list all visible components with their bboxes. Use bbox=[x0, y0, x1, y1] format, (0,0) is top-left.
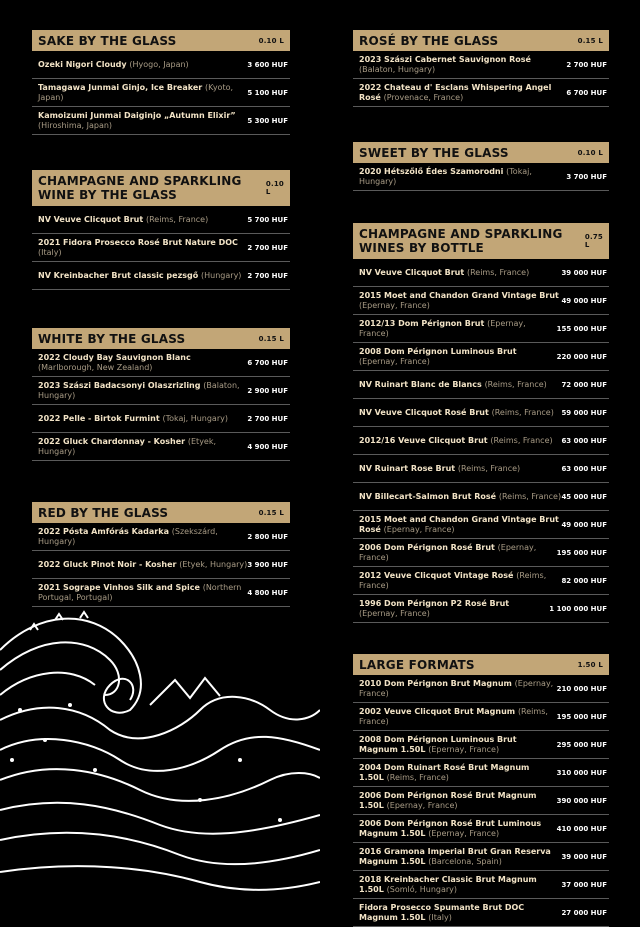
section-volume: 1.50 L bbox=[577, 660, 603, 669]
menu-item-location: (Hungary) bbox=[201, 270, 242, 280]
menu-item-location: (Epernay, France) bbox=[359, 608, 430, 618]
menu-item bbox=[353, 287, 609, 315]
section-title: CHAMPAGNE AND SPARKLING WINES BY BOTTLE bbox=[359, 227, 563, 255]
menu-item-location: (Etyek, Hungary) bbox=[38, 436, 217, 456]
section-header bbox=[32, 328, 290, 349]
menu-item-price: 6 700 HUF bbox=[247, 358, 288, 367]
menu-item-price: 59 000 HUF bbox=[561, 408, 607, 417]
section-volume: 0.10 L bbox=[265, 180, 284, 196]
menu-item-price: 3 600 HUF bbox=[247, 60, 288, 69]
menu-item-name: 2006 Dom Pérignon Rosé Brut Magnum 1.50L bbox=[359, 790, 537, 810]
menu-item-name-block bbox=[38, 353, 247, 373]
menu-item-name: NV Veuve Clicquot Rosé Brut bbox=[359, 407, 489, 417]
menu-item bbox=[353, 511, 609, 539]
menu-item-name-block bbox=[359, 515, 561, 535]
menu-item-name-block bbox=[38, 527, 247, 547]
section-title: LARGE FORMATS bbox=[359, 657, 475, 672]
section-header bbox=[32, 30, 290, 51]
menu-item-price: 49 000 HUF bbox=[561, 296, 607, 305]
section-header bbox=[32, 502, 290, 523]
section-header bbox=[32, 170, 290, 206]
menu-item-price: 4 800 HUF bbox=[247, 588, 288, 597]
menu-item-location: (Marlborough, New Zealand) bbox=[38, 362, 153, 372]
menu-item-name: NV Ruinart Blanc de Blancs bbox=[359, 379, 482, 389]
menu-item bbox=[32, 523, 290, 551]
menu-item-location: (Epernay, France) bbox=[383, 524, 455, 534]
menu-item-name: NV Ruinart Rose Brut bbox=[359, 463, 456, 473]
menu-item-price: 37 000 HUF bbox=[561, 880, 607, 889]
section-volume: 0.15 L bbox=[258, 508, 284, 517]
menu-section bbox=[353, 223, 609, 623]
menu-item bbox=[353, 787, 609, 815]
menu-item bbox=[353, 759, 609, 787]
menu-item bbox=[32, 349, 290, 377]
menu-item-price: 390 000 HUF bbox=[556, 796, 607, 805]
menu-item-price: 49 000 HUF bbox=[561, 520, 607, 529]
menu-item-price: 3 900 HUF bbox=[247, 560, 288, 569]
menu-item-name: 2022 Gluck Pinot Noir - Kosher bbox=[38, 559, 177, 569]
section-volume: 0.15 L bbox=[577, 36, 603, 45]
menu-item-price: 155 000 HUF bbox=[556, 324, 607, 333]
menu-item-name-block bbox=[38, 381, 247, 401]
menu-item bbox=[353, 163, 609, 191]
menu-item bbox=[353, 343, 609, 371]
menu-item-price: 63 000 HUF bbox=[561, 464, 607, 473]
menu-item-name: 2015 Moet and Chandon Grand Vintage Brut Rosé bbox=[359, 514, 559, 534]
menu-item-location: (Tokaj, Hungary) bbox=[162, 413, 228, 423]
menu-item bbox=[32, 234, 290, 262]
menu-item bbox=[32, 551, 290, 579]
menu-item-location: (Provenace, France) bbox=[383, 92, 464, 102]
menu-item bbox=[353, 539, 609, 567]
section-volume: 0.10 L bbox=[577, 148, 603, 157]
menu-item-name-block bbox=[38, 583, 247, 603]
menu-item-location: (Epernay, France) bbox=[359, 678, 554, 698]
menu-section bbox=[353, 142, 609, 191]
menu-item-name-block bbox=[359, 875, 561, 895]
section-title: ROSÉ BY THE GLASS bbox=[359, 33, 499, 48]
menu-item-name-block bbox=[359, 380, 547, 390]
menu-item-name: 2012 Veuve Clicquot Vintage Rosé bbox=[359, 570, 514, 580]
menu-item-name: 2006 Dom Pérignon Rosé Brut Luminous Magnum 1.50L bbox=[359, 818, 542, 838]
menu-item-name-block bbox=[359, 268, 529, 278]
menu-item bbox=[32, 262, 290, 290]
menu-item bbox=[353, 595, 609, 623]
menu-item-name-block bbox=[359, 599, 549, 619]
section-title: WHITE BY THE GLASS bbox=[38, 331, 186, 346]
menu-section bbox=[32, 328, 290, 461]
menu-item-location: (Szekszárd, Hungary) bbox=[38, 526, 218, 546]
section-title: CHAMPAGNE AND SPARKLING WINE BY THE GLASS bbox=[38, 174, 242, 202]
menu-item-name-block bbox=[359, 707, 557, 727]
menu-item-name-block bbox=[359, 847, 561, 867]
menu-item-name: 2018 Kreinbacher Classic Brut Magnum 1.50L bbox=[359, 874, 537, 894]
menu-item-location: (Reims, France) bbox=[498, 491, 562, 501]
menu-item bbox=[32, 206, 290, 234]
menu-item-location: (Epernay, France) bbox=[359, 300, 430, 310]
menu-item-price: 82 000 HUF bbox=[561, 576, 607, 585]
menu-item-price: 5 700 HUF bbox=[247, 215, 288, 224]
menu-item-name-block bbox=[359, 347, 557, 367]
menu-item-name-block bbox=[359, 903, 561, 923]
menu-item bbox=[353, 567, 609, 595]
menu-item-name: 2023 Szászi Cabernet Sauvignon Rosé bbox=[359, 54, 531, 64]
menu-item-price: 39 000 HUF bbox=[561, 852, 607, 861]
menu-item bbox=[353, 427, 609, 455]
menu-item-name-block bbox=[359, 319, 557, 339]
menu-item-name-block bbox=[359, 408, 554, 418]
menu-item bbox=[353, 843, 609, 871]
menu-item-name: 2022 Gluck Chardonnay - Kosher bbox=[38, 436, 186, 446]
menu-item bbox=[32, 579, 290, 607]
menu-item-name: NV Veuve Clicquot Brut bbox=[38, 214, 144, 224]
menu-item-name: 2016 Gramona Imperial Brut Gran Reserva Magnum 1.50L bbox=[359, 846, 551, 866]
menu-item-name: 2021 Fidora Prosecco Rosé Brut Nature DOC bbox=[38, 237, 238, 247]
menu-item-name-block bbox=[359, 464, 520, 474]
menu-item bbox=[353, 483, 609, 511]
menu-item-name: Ozeki Nigori Cloudy bbox=[38, 59, 127, 69]
menu-item-price: 39 000 HUF bbox=[561, 268, 607, 277]
menu-item bbox=[353, 899, 609, 927]
menu-item-location: (Reims, France) bbox=[490, 435, 553, 445]
menu-item-price: 2 800 HUF bbox=[247, 532, 288, 541]
menu-item-name: 1996 Dom Pérignon P2 Rosé Brut bbox=[359, 598, 510, 608]
menu-item-name: NV Billecart-Salmon Brut Rosé bbox=[359, 491, 497, 501]
menu-item-price: 210 000 HUF bbox=[556, 684, 607, 693]
menu-item-name-block bbox=[38, 238, 247, 258]
section-volume: 0.15 L bbox=[258, 334, 284, 343]
section-header bbox=[353, 142, 609, 163]
menu-item-name: 2021 Sogrape Vinhos Silk and Spice bbox=[38, 582, 200, 592]
menu-item bbox=[353, 315, 609, 343]
menu-item-price: 4 900 HUF bbox=[247, 442, 288, 451]
menu-item-name: 2008 Dom Pérignon Luminous Brut Magnum 1.50L bbox=[359, 734, 517, 754]
menu-item-name-block bbox=[359, 763, 557, 783]
menu-item bbox=[32, 107, 290, 135]
section-header bbox=[353, 30, 609, 51]
menu-item-name-block bbox=[359, 791, 557, 811]
menu-item-location: (Epernay, France) bbox=[359, 318, 526, 338]
menu-item-price: 295 000 HUF bbox=[556, 740, 607, 749]
menu-item-name: 2010 Dom Pérignon Brut Magnum bbox=[359, 678, 512, 688]
menu-item-location: (Epernay, France) bbox=[359, 356, 430, 366]
menu-item-location: (Reims, France) bbox=[457, 463, 521, 473]
menu-section bbox=[353, 654, 609, 927]
menu-column-right bbox=[353, 30, 609, 927]
menu-column-left bbox=[32, 30, 290, 607]
menu-item-name-block bbox=[38, 60, 189, 70]
menu-item-name: 2004 Dom Ruinart Rosé Brut Magnum 1.50L bbox=[359, 762, 530, 782]
menu-item-price: 195 000 HUF bbox=[556, 548, 607, 557]
menu-item-location: (Epernay, France) bbox=[428, 828, 500, 838]
menu-item-name: 2022 Pelle - Birtok Furmint bbox=[38, 413, 160, 423]
menu-item-location: (Epernay, France) bbox=[359, 542, 537, 562]
menu-item-name-block bbox=[359, 679, 557, 699]
menu-item-name-block bbox=[38, 111, 247, 131]
menu-item-price: 310 000 HUF bbox=[556, 768, 607, 777]
menu-item-name-block bbox=[38, 83, 247, 103]
menu-item-name-block bbox=[38, 215, 208, 225]
menu-item-price: 3 700 HUF bbox=[566, 172, 607, 181]
menu-section bbox=[32, 170, 290, 290]
menu-item-location: (Etyek, Hungary) bbox=[179, 559, 248, 569]
menu-item-location: (Hiroshima, Japan) bbox=[38, 120, 113, 130]
menu-item-location: (Kyoto, Japan) bbox=[38, 82, 234, 102]
menu-item bbox=[353, 731, 609, 759]
menu-item-name-block bbox=[359, 735, 557, 755]
menu-item-name: Fidora Prosecco Spumante Brut DOC Magnum 1.50L bbox=[359, 902, 525, 922]
menu-item-price: 27 000 HUF bbox=[561, 908, 607, 917]
menu-item-name: Kamoizumi Junmai Daiginjo „Autumn Elixir” bbox=[38, 110, 236, 120]
menu-item-name-block bbox=[38, 271, 241, 281]
menu-item-name: NV Veuve Clicquot Brut bbox=[359, 267, 465, 277]
menu-item-name: NV Kreinbacher Brut classic pezsgő bbox=[38, 270, 199, 280]
menu-item-name: 2022 Pósta Amfórás Kadarka bbox=[38, 526, 169, 536]
menu-section bbox=[353, 30, 609, 107]
menu-item-name-block bbox=[38, 560, 247, 570]
menu-item-name: 2008 Dom Pérignon Luminous Brut bbox=[359, 346, 517, 356]
menu-item-name: 2012/13 Dom Pérignon Brut bbox=[359, 318, 485, 328]
menu-item bbox=[353, 79, 609, 107]
menu-item-price: 195 000 HUF bbox=[556, 712, 607, 721]
menu-item-price: 1 100 000 HUF bbox=[549, 604, 607, 613]
menu-item-name-block bbox=[38, 414, 228, 424]
menu-item-price: 2 700 HUF bbox=[566, 60, 607, 69]
menu-item-name: 2022 Cloudy Bay Sauvignon Blanc bbox=[38, 352, 191, 362]
menu-item bbox=[353, 455, 609, 483]
menu-item bbox=[353, 371, 609, 399]
section-header bbox=[353, 654, 609, 675]
menu-item-price: 2 700 HUF bbox=[247, 414, 288, 423]
menu-item-location: (Reims, France) bbox=[386, 772, 449, 782]
menu-item-location: (Reims, France) bbox=[484, 379, 547, 389]
section-volume: 0.75 L bbox=[584, 233, 603, 249]
menu-item-name-block bbox=[359, 819, 557, 839]
menu-item-location: (Reims, France) bbox=[491, 407, 554, 417]
menu-item-location: (Balaton, Hungary) bbox=[38, 380, 240, 400]
menu-item-name: 2020 Hétszőlő Édes Szamorodni bbox=[359, 166, 504, 176]
menu-item-location: (Reims, France) bbox=[466, 267, 530, 277]
menu-item bbox=[353, 703, 609, 731]
section-volume: 0.10 L bbox=[258, 36, 284, 45]
menu-item-name-block bbox=[359, 55, 566, 75]
menu-item-name: 2002 Veuve Clicquot Brut Magnum bbox=[359, 706, 516, 716]
menu-item-name-block bbox=[359, 436, 553, 446]
menu-item-location: (Somló, Hungary) bbox=[386, 884, 458, 894]
menu-item-location: (Balaton, Hungary) bbox=[359, 64, 436, 74]
section-title: RED BY THE GLASS bbox=[38, 505, 169, 520]
menu-item bbox=[32, 433, 290, 461]
menu-item-price: 2 700 HUF bbox=[247, 243, 288, 252]
menu-item-location: (Northern Portugal, Portugal) bbox=[38, 582, 242, 602]
menu-item bbox=[32, 51, 290, 79]
menu-section bbox=[32, 30, 290, 135]
menu-item-location: (Reims, France) bbox=[145, 214, 209, 224]
menu-item bbox=[353, 871, 609, 899]
menu-item-location: (Tokaj, Hungary) bbox=[359, 166, 532, 186]
menu-item bbox=[32, 405, 290, 433]
menu-item bbox=[353, 815, 609, 843]
menu-item-name: 2006 Dom Pérignon Rosé Brut bbox=[359, 542, 495, 552]
menu-item-name-block bbox=[359, 492, 561, 502]
menu-item bbox=[353, 51, 609, 79]
menu-item-location: (Epernay, France) bbox=[386, 800, 458, 810]
menu-item-price: 220 000 HUF bbox=[556, 352, 607, 361]
menu-item bbox=[353, 259, 609, 287]
menu-item-location: (Italy) bbox=[38, 247, 62, 257]
menu-item-name-block bbox=[359, 571, 561, 591]
menu-item-price: 63 000 HUF bbox=[561, 436, 607, 445]
menu-item-name: 2023 Szászi Badacsonyi Olaszrizling bbox=[38, 380, 201, 390]
menu-item-location: (Italy) bbox=[428, 912, 452, 922]
menu-item-name-block bbox=[359, 167, 566, 187]
menu-section bbox=[32, 502, 290, 607]
menu-item-name: 2022 Chateau d' Esclans Whispering Angel Rosé bbox=[359, 82, 552, 102]
menu-item-price: 2 900 HUF bbox=[247, 386, 288, 395]
menu-item-location: (Hyogo, Japan) bbox=[129, 59, 189, 69]
section-title: SAKE BY THE GLASS bbox=[38, 33, 177, 48]
menu-item bbox=[353, 675, 609, 703]
section-title: SWEET BY THE GLASS bbox=[359, 145, 509, 160]
menu-item bbox=[32, 377, 290, 405]
menu-item-name: 2012/16 Veuve Clicquot Brut bbox=[359, 435, 488, 445]
menu-item-price: 5 100 HUF bbox=[247, 88, 288, 97]
menu-item-price: 45 000 HUF bbox=[561, 492, 607, 501]
menu-item-name-block bbox=[359, 291, 561, 311]
menu-item-name: 2015 Moet and Chandon Grand Vintage Brut bbox=[359, 290, 559, 300]
menu-item-location: (Barcelona, Spain) bbox=[428, 856, 502, 866]
great-wave-illustration bbox=[0, 610, 320, 900]
menu-item bbox=[32, 79, 290, 107]
menu-item-price: 5 300 HUF bbox=[247, 116, 288, 125]
menu-item-name-block bbox=[359, 543, 557, 563]
menu-item-price: 410 000 HUF bbox=[556, 824, 607, 833]
menu-item-location: (Reims, France) bbox=[359, 706, 548, 726]
menu-item-name-block bbox=[38, 437, 247, 457]
menu-item-price: 2 700 HUF bbox=[247, 271, 288, 280]
menu-item-price: 6 700 HUF bbox=[566, 88, 607, 97]
menu-item-name-block bbox=[359, 83, 566, 103]
menu-item-location: (Epernay, France) bbox=[428, 744, 500, 754]
menu-item-name: Tamagawa Junmai Ginjo, Ice Breaker bbox=[38, 82, 203, 92]
menu-item-price: 72 000 HUF bbox=[561, 380, 607, 389]
section-header bbox=[353, 223, 609, 259]
menu-item bbox=[353, 399, 609, 427]
menu-item-location: (Reims, France) bbox=[359, 570, 547, 590]
